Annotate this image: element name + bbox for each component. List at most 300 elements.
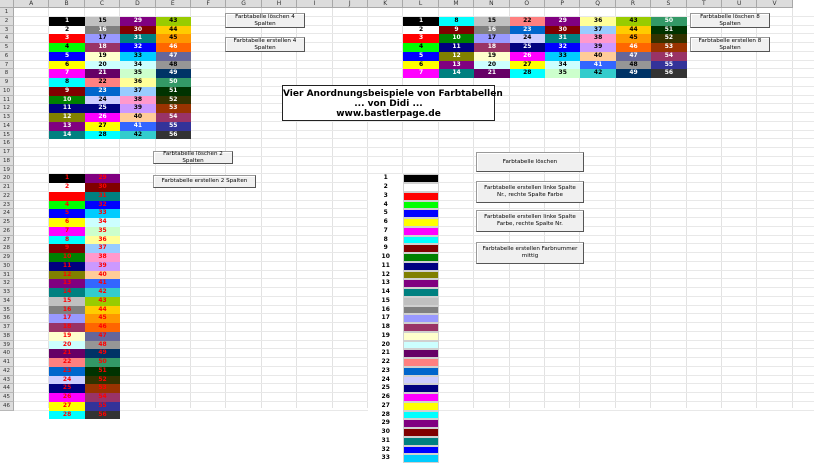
color-cell[interactable]: 16 bbox=[49, 306, 84, 315]
color-cell[interactable]: 56 bbox=[85, 411, 120, 420]
color-cell[interactable]: 55 bbox=[651, 61, 686, 70]
color-cell[interactable]: 6 bbox=[403, 61, 438, 70]
create-2-columns-button[interactable]: Farbtabelle erstellen 2 Spalten bbox=[153, 175, 256, 188]
color-cell[interactable]: 52 bbox=[156, 96, 191, 105]
color-cell[interactable]: 24 bbox=[49, 376, 84, 385]
color-cell[interactable]: 15 bbox=[49, 297, 84, 306]
row-header[interactable]: 23 bbox=[0, 201, 14, 210]
color-number[interactable]: 9 bbox=[368, 244, 403, 253]
column-header[interactable]: K bbox=[368, 0, 403, 8]
row-header[interactable]: 35 bbox=[0, 306, 14, 315]
color-cell[interactable]: 26 bbox=[85, 113, 120, 122]
color-cell[interactable]: 17 bbox=[49, 314, 84, 323]
color-number[interactable]: 16 bbox=[368, 306, 403, 315]
create-color-number-button[interactable]: Farbtabelle erstellen linke Spalte Farbe, rechte Spalte Nr. bbox=[476, 210, 584, 232]
color-cell[interactable]: 39 bbox=[580, 43, 615, 52]
color-cell[interactable]: 24 bbox=[85, 96, 120, 105]
row-header[interactable]: 9 bbox=[0, 78, 14, 87]
row-header[interactable]: 31 bbox=[0, 271, 14, 280]
color-cell[interactable]: 32 bbox=[85, 201, 120, 210]
color-cell[interactable]: 5 bbox=[49, 209, 84, 218]
column-header[interactable]: D bbox=[120, 0, 155, 8]
color-swatch[interactable] bbox=[403, 367, 438, 376]
column-header[interactable]: N bbox=[474, 0, 509, 8]
color-cell[interactable]: 31 bbox=[545, 34, 580, 43]
row-header[interactable]: 37 bbox=[0, 323, 14, 332]
color-cell[interactable]: 13 bbox=[49, 279, 84, 288]
color-number[interactable]: 11 bbox=[368, 262, 403, 271]
color-cell[interactable]: 10 bbox=[439, 34, 474, 43]
create-number-color-button[interactable]: Farbtabelle erstellen linke Spalte Nr., rechte Spalte Farbe bbox=[476, 181, 584, 203]
row-header[interactable]: 11 bbox=[0, 96, 14, 105]
color-cell[interactable]: 49 bbox=[85, 349, 120, 358]
color-swatch[interactable] bbox=[403, 236, 438, 245]
column-header[interactable]: I bbox=[297, 0, 332, 8]
column-header[interactable]: O bbox=[510, 0, 545, 8]
color-number[interactable]: 26 bbox=[368, 393, 403, 402]
color-cell[interactable]: 43 bbox=[616, 17, 651, 26]
color-cell[interactable]: 7 bbox=[403, 69, 438, 78]
color-number[interactable]: 24 bbox=[368, 376, 403, 385]
create-8-columns-button[interactable]: Farbtabelle erstellen 8 Spalten bbox=[690, 37, 770, 52]
color-cell[interactable]: 36 bbox=[580, 17, 615, 26]
column-header[interactable]: U bbox=[722, 0, 757, 8]
color-cell[interactable]: 7 bbox=[49, 69, 84, 78]
color-number[interactable]: 25 bbox=[368, 384, 403, 393]
column-header[interactable]: C bbox=[85, 0, 120, 8]
color-cell[interactable]: 30 bbox=[85, 183, 120, 192]
row-header[interactable]: 8 bbox=[0, 69, 14, 78]
color-cell[interactable]: 15 bbox=[85, 17, 120, 26]
row-header[interactable]: 6 bbox=[0, 52, 14, 61]
color-cell[interactable]: 1 bbox=[49, 174, 84, 183]
color-cell[interactable]: 28 bbox=[85, 131, 120, 140]
color-cell[interactable]: 6 bbox=[49, 218, 84, 227]
color-cell[interactable]: 14 bbox=[439, 69, 474, 78]
row-header[interactable]: 10 bbox=[0, 87, 14, 96]
column-header[interactable]: B bbox=[49, 0, 84, 8]
row-header[interactable]: 43 bbox=[0, 376, 14, 385]
color-cell[interactable]: 40 bbox=[580, 52, 615, 61]
row-header[interactable]: 39 bbox=[0, 341, 14, 350]
color-cell[interactable]: 26 bbox=[49, 393, 84, 402]
row-header[interactable]: 3 bbox=[0, 26, 14, 35]
color-cell[interactable]: 4 bbox=[403, 43, 438, 52]
row-header[interactable]: 28 bbox=[0, 244, 14, 253]
column-header[interactable]: T bbox=[687, 0, 722, 8]
color-cell[interactable]: 23 bbox=[85, 87, 120, 96]
color-cell[interactable]: 22 bbox=[510, 17, 545, 26]
color-cell[interactable]: 46 bbox=[85, 323, 120, 332]
row-header[interactable]: 20 bbox=[0, 174, 14, 183]
row-header[interactable]: 27 bbox=[0, 236, 14, 245]
color-cell[interactable]: 11 bbox=[49, 104, 84, 113]
color-cell[interactable]: 20 bbox=[49, 341, 84, 350]
color-swatch[interactable] bbox=[403, 244, 438, 253]
color-cell[interactable]: 20 bbox=[85, 61, 120, 70]
color-number[interactable]: 10 bbox=[368, 253, 403, 262]
color-cell[interactable]: 35 bbox=[85, 227, 120, 236]
color-number[interactable]: 1 bbox=[368, 174, 403, 183]
color-cell[interactable]: 53 bbox=[651, 43, 686, 52]
color-cell[interactable]: 52 bbox=[85, 376, 120, 385]
color-cell[interactable]: 50 bbox=[156, 78, 191, 87]
color-cell[interactable]: 55 bbox=[156, 122, 191, 131]
row-header[interactable]: 34 bbox=[0, 297, 14, 306]
color-cell[interactable]: 12 bbox=[439, 52, 474, 61]
color-cell[interactable]: 5 bbox=[49, 52, 84, 61]
column-header[interactable]: L bbox=[403, 0, 438, 8]
color-cell[interactable]: 36 bbox=[85, 236, 120, 245]
color-cell[interactable]: 34 bbox=[120, 61, 155, 70]
color-cell[interactable]: 7 bbox=[49, 227, 84, 236]
color-cell[interactable]: 11 bbox=[49, 262, 84, 271]
color-cell[interactable]: 56 bbox=[651, 69, 686, 78]
color-swatch[interactable] bbox=[403, 271, 438, 280]
color-cell[interactable]: 56 bbox=[156, 131, 191, 140]
color-cell[interactable]: 39 bbox=[120, 104, 155, 113]
color-cell[interactable]: 21 bbox=[474, 69, 509, 78]
color-cell[interactable]: 5 bbox=[403, 52, 438, 61]
column-header[interactable]: V bbox=[757, 0, 792, 8]
color-number[interactable]: 14 bbox=[368, 288, 403, 297]
color-cell[interactable]: 8 bbox=[439, 17, 474, 26]
color-cell[interactable]: 50 bbox=[85, 358, 120, 367]
color-cell[interactable]: 53 bbox=[85, 384, 120, 393]
color-swatch[interactable] bbox=[403, 288, 438, 297]
column-header[interactable]: A bbox=[14, 0, 49, 8]
color-cell[interactable]: 25 bbox=[85, 104, 120, 113]
color-number[interactable]: 29 bbox=[368, 419, 403, 428]
clear-2-columns-button[interactable]: Farbtabelle löschen 2 Spalten bbox=[153, 151, 233, 164]
color-cell[interactable]: 55 bbox=[85, 402, 120, 411]
color-cell[interactable]: 6 bbox=[49, 61, 84, 70]
color-cell[interactable]: 32 bbox=[545, 43, 580, 52]
color-swatch[interactable] bbox=[403, 201, 438, 210]
color-swatch[interactable] bbox=[403, 306, 438, 315]
color-cell[interactable]: 36 bbox=[120, 78, 155, 87]
select-all-corner[interactable] bbox=[0, 0, 14, 8]
color-number[interactable]: 31 bbox=[368, 437, 403, 446]
row-header[interactable]: 42 bbox=[0, 367, 14, 376]
color-number[interactable]: 33 bbox=[368, 454, 403, 463]
color-number[interactable]: 30 bbox=[368, 428, 403, 437]
clear-8-columns-button[interactable]: Farbtabelle löschen 8 Spalten bbox=[690, 13, 770, 28]
color-number[interactable]: 2 bbox=[368, 183, 403, 192]
color-cell[interactable]: 52 bbox=[651, 34, 686, 43]
column-header[interactable]: M bbox=[439, 0, 474, 8]
row-header[interactable]: 12 bbox=[0, 104, 14, 113]
row-header[interactable]: 2 bbox=[0, 17, 14, 26]
row-header[interactable]: 41 bbox=[0, 358, 14, 367]
column-header[interactable]: P bbox=[545, 0, 580, 8]
color-cell[interactable]: 25 bbox=[510, 43, 545, 52]
color-cell[interactable]: 33 bbox=[120, 52, 155, 61]
row-header[interactable]: 1 bbox=[0, 8, 14, 17]
color-cell[interactable]: 37 bbox=[120, 87, 155, 96]
row-header[interactable]: 15 bbox=[0, 131, 14, 140]
color-cell[interactable]: 46 bbox=[616, 43, 651, 52]
column-header[interactable]: H bbox=[262, 0, 297, 8]
color-cell[interactable]: 41 bbox=[85, 279, 120, 288]
row-header[interactable]: 22 bbox=[0, 192, 14, 201]
color-swatch[interactable] bbox=[403, 419, 438, 428]
color-cell[interactable]: 38 bbox=[580, 34, 615, 43]
color-cell[interactable]: 45 bbox=[156, 34, 191, 43]
color-cell[interactable]: 1 bbox=[49, 17, 84, 26]
color-cell[interactable]: 51 bbox=[85, 367, 120, 376]
color-cell[interactable]: 15 bbox=[474, 17, 509, 26]
column-header[interactable]: Q bbox=[580, 0, 615, 8]
color-cell[interactable]: 35 bbox=[120, 69, 155, 78]
color-cell[interactable]: 28 bbox=[49, 411, 84, 420]
color-cell[interactable]: 3 bbox=[49, 34, 84, 43]
color-cell[interactable]: 27 bbox=[85, 122, 120, 131]
row-header[interactable]: 40 bbox=[0, 349, 14, 358]
color-cell[interactable]: 10 bbox=[49, 253, 84, 262]
column-header[interactable]: E bbox=[156, 0, 191, 8]
color-swatch[interactable] bbox=[403, 402, 438, 411]
row-header[interactable]: 36 bbox=[0, 314, 14, 323]
color-cell[interactable]: 47 bbox=[85, 332, 120, 341]
color-cell[interactable]: 30 bbox=[120, 26, 155, 35]
color-cell[interactable]: 20 bbox=[474, 61, 509, 70]
row-header[interactable]: 44 bbox=[0, 384, 14, 393]
color-cell[interactable]: 32 bbox=[120, 43, 155, 52]
color-cell[interactable]: 2 bbox=[49, 26, 84, 35]
color-cell[interactable]: 49 bbox=[616, 69, 651, 78]
color-swatch[interactable] bbox=[403, 314, 438, 323]
color-cell[interactable]: 31 bbox=[120, 34, 155, 43]
color-cell[interactable]: 12 bbox=[49, 271, 84, 280]
color-cell[interactable]: 44 bbox=[85, 306, 120, 315]
color-cell[interactable]: 2 bbox=[403, 26, 438, 35]
color-cell[interactable]: 18 bbox=[85, 43, 120, 52]
color-cell[interactable]: 47 bbox=[616, 52, 651, 61]
color-cell[interactable]: 16 bbox=[474, 26, 509, 35]
color-swatch[interactable] bbox=[403, 332, 438, 341]
color-cell[interactable]: 41 bbox=[120, 122, 155, 131]
row-header[interactable]: 38 bbox=[0, 332, 14, 341]
color-cell[interactable]: 13 bbox=[49, 122, 84, 131]
color-swatch[interactable] bbox=[403, 227, 438, 236]
color-cell[interactable]: 54 bbox=[85, 393, 120, 402]
color-cell[interactable]: 43 bbox=[85, 297, 120, 306]
color-cell[interactable]: 50 bbox=[651, 17, 686, 26]
row-header[interactable]: 30 bbox=[0, 262, 14, 271]
color-cell[interactable]: 33 bbox=[545, 52, 580, 61]
color-cell[interactable]: 27 bbox=[510, 61, 545, 70]
color-swatch[interactable] bbox=[403, 253, 438, 262]
color-number[interactable]: 7 bbox=[368, 227, 403, 236]
row-header[interactable]: 4 bbox=[0, 34, 14, 43]
row-header[interactable]: 29 bbox=[0, 253, 14, 262]
color-cell[interactable]: 8 bbox=[49, 78, 84, 87]
color-cell[interactable]: 22 bbox=[49, 358, 84, 367]
row-header[interactable]: 13 bbox=[0, 113, 14, 122]
color-cell[interactable]: 37 bbox=[580, 26, 615, 35]
color-cell[interactable]: 31 bbox=[85, 192, 120, 201]
color-swatch[interactable] bbox=[403, 349, 438, 358]
color-cell[interactable]: 29 bbox=[120, 17, 155, 26]
color-cell[interactable]: 3 bbox=[403, 34, 438, 43]
color-cell[interactable]: 21 bbox=[49, 349, 84, 358]
color-cell[interactable]: 9 bbox=[49, 244, 84, 253]
color-swatch[interactable] bbox=[403, 428, 438, 437]
color-swatch[interactable] bbox=[403, 218, 438, 227]
color-number[interactable]: 4 bbox=[368, 201, 403, 210]
color-cell[interactable]: 51 bbox=[651, 26, 686, 35]
color-cell[interactable]: 40 bbox=[120, 113, 155, 122]
color-cell[interactable]: 41 bbox=[580, 61, 615, 70]
color-swatch[interactable] bbox=[403, 297, 438, 306]
row-header[interactable]: 46 bbox=[0, 402, 14, 411]
color-cell[interactable]: 37 bbox=[85, 244, 120, 253]
color-cell[interactable]: 35 bbox=[545, 69, 580, 78]
color-cell[interactable]: 47 bbox=[156, 52, 191, 61]
color-cell[interactable]: 24 bbox=[510, 34, 545, 43]
color-number[interactable]: 19 bbox=[368, 332, 403, 341]
clear-list-button[interactable]: Farbtabelle löschen bbox=[476, 152, 584, 172]
color-number[interactable]: 22 bbox=[368, 358, 403, 367]
color-cell[interactable]: 11 bbox=[439, 43, 474, 52]
row-header[interactable]: 16 bbox=[0, 139, 14, 148]
color-cell[interactable]: 48 bbox=[616, 61, 651, 70]
color-cell[interactable]: 29 bbox=[85, 174, 120, 183]
color-number[interactable]: 27 bbox=[368, 402, 403, 411]
color-cell[interactable]: 42 bbox=[120, 131, 155, 140]
color-number[interactable]: 8 bbox=[368, 236, 403, 245]
color-number[interactable]: 17 bbox=[368, 314, 403, 323]
color-cell[interactable]: 38 bbox=[85, 253, 120, 262]
column-header[interactable]: S bbox=[651, 0, 686, 8]
color-swatch[interactable] bbox=[403, 384, 438, 393]
color-swatch[interactable] bbox=[403, 446, 438, 455]
row-header[interactable]: 5 bbox=[0, 43, 14, 52]
color-number[interactable]: 18 bbox=[368, 323, 403, 332]
color-cell[interactable]: 17 bbox=[474, 34, 509, 43]
color-cell[interactable]: 18 bbox=[474, 43, 509, 52]
create-4-columns-button[interactable]: Farbtabelle erstellen 4 Spalten bbox=[225, 37, 305, 52]
color-number[interactable]: 5 bbox=[368, 209, 403, 218]
color-cell[interactable]: 4 bbox=[49, 201, 84, 210]
color-cell[interactable]: 9 bbox=[49, 87, 84, 96]
color-cell[interactable]: 26 bbox=[510, 52, 545, 61]
color-cell[interactable]: 19 bbox=[474, 52, 509, 61]
color-swatch[interactable] bbox=[403, 411, 438, 420]
color-cell[interactable]: 3 bbox=[49, 192, 84, 201]
color-cell[interactable]: 17 bbox=[85, 34, 120, 43]
row-header[interactable]: 14 bbox=[0, 122, 14, 131]
color-number[interactable]: 20 bbox=[368, 341, 403, 350]
row-header[interactable]: 21 bbox=[0, 183, 14, 192]
color-swatch[interactable] bbox=[403, 454, 438, 463]
color-cell[interactable]: 33 bbox=[85, 209, 120, 218]
color-number[interactable]: 28 bbox=[368, 411, 403, 420]
color-cell[interactable]: 13 bbox=[439, 61, 474, 70]
color-swatch[interactable] bbox=[403, 192, 438, 201]
color-cell[interactable]: 19 bbox=[49, 332, 84, 341]
color-cell[interactable]: 54 bbox=[651, 52, 686, 61]
color-swatch[interactable] bbox=[403, 323, 438, 332]
color-number[interactable]: 15 bbox=[368, 297, 403, 306]
create-centered-number-button[interactable]: Farbtabelle erstellen Farbnummer mittig bbox=[476, 242, 584, 264]
color-number[interactable]: 3 bbox=[368, 192, 403, 201]
color-cell[interactable]: 18 bbox=[49, 323, 84, 332]
color-swatch[interactable] bbox=[403, 209, 438, 218]
color-cell[interactable]: 30 bbox=[545, 26, 580, 35]
row-header[interactable]: 33 bbox=[0, 288, 14, 297]
color-number[interactable]: 12 bbox=[368, 271, 403, 280]
color-cell[interactable]: 9 bbox=[439, 26, 474, 35]
color-cell[interactable]: 22 bbox=[85, 78, 120, 87]
color-cell[interactable]: 43 bbox=[156, 17, 191, 26]
color-cell[interactable]: 14 bbox=[49, 131, 84, 140]
color-cell[interactable]: 44 bbox=[156, 26, 191, 35]
color-cell[interactable]: 51 bbox=[156, 87, 191, 96]
color-cell[interactable]: 49 bbox=[156, 69, 191, 78]
row-header[interactable]: 32 bbox=[0, 279, 14, 288]
color-cell[interactable]: 25 bbox=[49, 384, 84, 393]
color-cell[interactable]: 42 bbox=[580, 69, 615, 78]
color-cell[interactable]: 1 bbox=[403, 17, 438, 26]
row-header[interactable]: 24 bbox=[0, 209, 14, 218]
color-swatch[interactable] bbox=[403, 341, 438, 350]
color-cell[interactable]: 45 bbox=[616, 34, 651, 43]
row-header[interactable]: 19 bbox=[0, 166, 14, 175]
color-cell[interactable]: 21 bbox=[85, 69, 120, 78]
row-header[interactable]: 18 bbox=[0, 157, 14, 166]
color-cell[interactable]: 53 bbox=[156, 104, 191, 113]
color-cell[interactable]: 29 bbox=[545, 17, 580, 26]
color-cell[interactable]: 16 bbox=[85, 26, 120, 35]
color-cell[interactable]: 54 bbox=[156, 113, 191, 122]
color-cell[interactable]: 23 bbox=[49, 367, 84, 376]
color-cell[interactable]: 48 bbox=[156, 61, 191, 70]
clear-4-columns-button[interactable]: Farbtabelle löschen 4 Spalten bbox=[225, 13, 305, 28]
color-cell[interactable]: 4 bbox=[49, 43, 84, 52]
color-cell[interactable]: 34 bbox=[85, 218, 120, 227]
color-cell[interactable]: 48 bbox=[85, 341, 120, 350]
color-cell[interactable]: 2 bbox=[49, 183, 84, 192]
color-cell[interactable]: 19 bbox=[85, 52, 120, 61]
row-header[interactable]: 17 bbox=[0, 148, 14, 157]
color-number[interactable]: 23 bbox=[368, 367, 403, 376]
column-header[interactable]: R bbox=[616, 0, 651, 8]
column-header[interactable]: J bbox=[333, 0, 368, 8]
color-cell[interactable]: 23 bbox=[510, 26, 545, 35]
row-header[interactable]: 26 bbox=[0, 227, 14, 236]
color-cell[interactable]: 12 bbox=[49, 113, 84, 122]
color-cell[interactable]: 44 bbox=[616, 26, 651, 35]
row-header[interactable]: 7 bbox=[0, 61, 14, 70]
color-cell[interactable]: 38 bbox=[120, 96, 155, 105]
color-swatch[interactable] bbox=[403, 183, 438, 192]
row-header[interactable]: 45 bbox=[0, 393, 14, 402]
color-cell[interactable]: 40 bbox=[85, 271, 120, 280]
color-cell[interactable]: 39 bbox=[85, 262, 120, 271]
row-header[interactable]: 25 bbox=[0, 218, 14, 227]
color-cell[interactable]: 8 bbox=[49, 236, 84, 245]
color-swatch[interactable] bbox=[403, 279, 438, 288]
color-swatch[interactable] bbox=[403, 376, 438, 385]
color-number[interactable]: 13 bbox=[368, 279, 403, 288]
column-header[interactable]: F bbox=[191, 0, 226, 8]
color-swatch[interactable] bbox=[403, 393, 438, 402]
column-header[interactable]: G bbox=[226, 0, 261, 8]
color-cell[interactable]: 34 bbox=[545, 61, 580, 70]
color-cell[interactable]: 46 bbox=[156, 43, 191, 52]
